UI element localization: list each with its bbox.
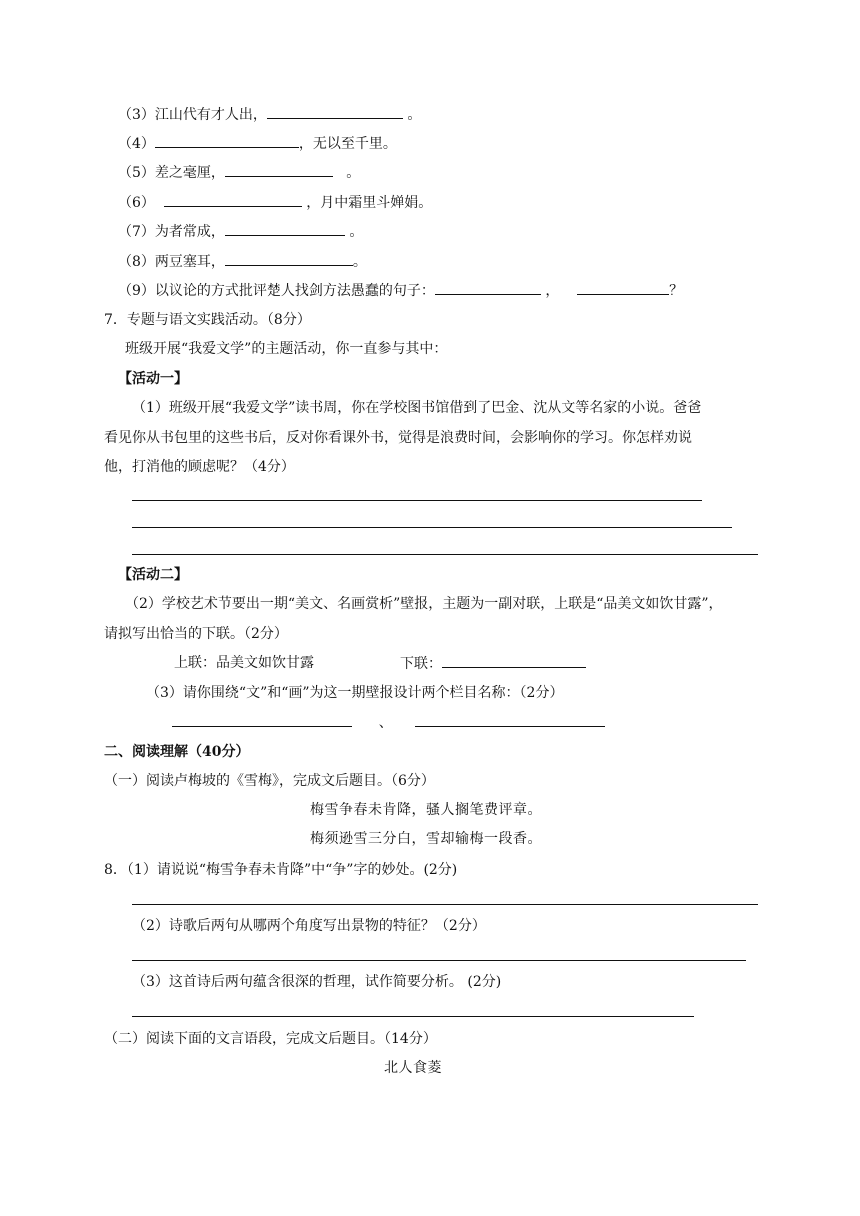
activity-1-heading: 【活动一】 bbox=[118, 371, 188, 387]
answer-blank[interactable] bbox=[155, 133, 299, 148]
q8-part-2: （2）诗歌后两句从哪两个角度写出景物的特征？（2分） bbox=[132, 918, 486, 934]
separator: 、 bbox=[378, 715, 393, 731]
fill-item-mid: ， bbox=[545, 283, 560, 299]
fill-item-suffix: 。 bbox=[352, 254, 367, 270]
fill-item-5 bbox=[118, 162, 360, 183]
answer-blank[interactable] bbox=[225, 251, 353, 266]
fill-item-suffix: 。 bbox=[407, 107, 422, 123]
fill-item-label: （3）江山代有才人出， bbox=[118, 107, 267, 123]
fill-item-label: （6） bbox=[118, 195, 155, 211]
fill-item-label: （4） bbox=[118, 136, 155, 152]
fill-item-9 bbox=[118, 280, 683, 301]
activity-2-heading: 【活动二】 bbox=[118, 567, 188, 583]
activity-2-text-1: （2）学校艺术节要出一期“美文、名画赏析”壁报，主题为一副对联，上联是“品美文如饮甘露”， bbox=[125, 596, 723, 612]
poem-line-2: 梅须逊雪三分白，雪却输梅一段香。 bbox=[310, 831, 542, 847]
section-2-title: 二、阅读理解（40分） bbox=[104, 744, 250, 760]
activity-1-text-3: 他，打消他的顾虑呢？（4分） bbox=[104, 459, 295, 475]
activity-1-text-1: （1）班级开展“我爱文学”读书周，你在学校图书馆借到了巴金、沈从文等名家的小说。爸爸 bbox=[132, 400, 702, 416]
poem-line-1: 梅雪争春未肯降，骚人搁笔费评章。 bbox=[310, 802, 542, 818]
fill-item-suffix: ，月中霜里斗婵娟。 bbox=[306, 195, 433, 211]
answer-line[interactable] bbox=[132, 1016, 694, 1017]
fill-item-suffix: 。 bbox=[346, 165, 361, 181]
fill-item-suffix: ？ bbox=[669, 283, 684, 299]
couplet-lower-label: 下联： bbox=[400, 656, 442, 672]
answer-blank[interactable] bbox=[164, 192, 302, 207]
reading-part-1-heading: （一）阅读卢梅坡的《雪梅》，完成文后题目。（6分） bbox=[104, 773, 435, 789]
fill-item-label: （5）差之毫厘， bbox=[118, 165, 225, 181]
activity-1-text-2: 看见你从书包里的这些书后，反对你看课外书，觉得是浪费时间，会影响你的学习。你怎样劝说 bbox=[104, 430, 692, 446]
q8-part-1: 8．（1）请说说“梅雪争春未肯降”中“争”字的妙处。(2分) bbox=[104, 862, 458, 878]
fill-item-suffix: ，无以至千里。 bbox=[298, 136, 397, 152]
fill-item-8 bbox=[118, 251, 367, 272]
couplet-upper: 上联：品美文如饮甘露 bbox=[174, 655, 314, 671]
answer-blank[interactable] bbox=[225, 162, 333, 177]
fill-item-6 bbox=[118, 192, 432, 213]
activity-3-text: （3）请你围绕“文”和“画”为这一期壁报设计两个栏目名称：（2分） bbox=[146, 685, 564, 701]
fill-item-label: （7）为者常成， bbox=[118, 224, 225, 240]
answer-line[interactable] bbox=[132, 960, 746, 961]
column-names-row bbox=[172, 712, 605, 733]
answer-blank[interactable] bbox=[267, 104, 403, 119]
fill-item-label: （9）以议论的方式批评楚人找剑方法愚蠢的句子： bbox=[118, 283, 435, 299]
answer-blank[interactable] bbox=[577, 280, 669, 295]
couplet-lower bbox=[400, 653, 586, 674]
q7-title: 7．专题与语文实践活动。（8分） bbox=[104, 312, 311, 328]
fill-item-4 bbox=[118, 133, 397, 154]
answer-line[interactable] bbox=[132, 904, 758, 905]
answer-blank[interactable] bbox=[225, 221, 345, 236]
activity-2-text-2: 请拟写出恰当的下联。（2分） bbox=[104, 626, 288, 642]
q8-part-3: （3）这首诗后两句蕴含很深的哲理，试作简要分析。 (2分) bbox=[132, 974, 502, 990]
reading-part-2-heading: （二）阅读下面的文言语段，完成文后题目。（14分） bbox=[104, 1031, 437, 1047]
answer-line[interactable] bbox=[132, 527, 732, 528]
answer-line[interactable] bbox=[132, 500, 702, 501]
answer-blank[interactable] bbox=[172, 712, 352, 727]
answer-line[interactable] bbox=[132, 554, 758, 555]
answer-blank[interactable] bbox=[442, 653, 586, 668]
fill-item-suffix: 。 bbox=[349, 224, 364, 240]
q7-intro: 班级开展“我爱文学”的主题活动，你一直参与其中： bbox=[125, 341, 448, 357]
fill-item-3 bbox=[118, 104, 421, 125]
fill-item-label: （8）两豆塞耳， bbox=[118, 254, 225, 270]
classical-text-title: 北人食菱 bbox=[384, 1060, 442, 1076]
fill-item-7 bbox=[118, 221, 363, 242]
answer-blank[interactable] bbox=[435, 280, 541, 295]
answer-blank[interactable] bbox=[415, 712, 605, 727]
